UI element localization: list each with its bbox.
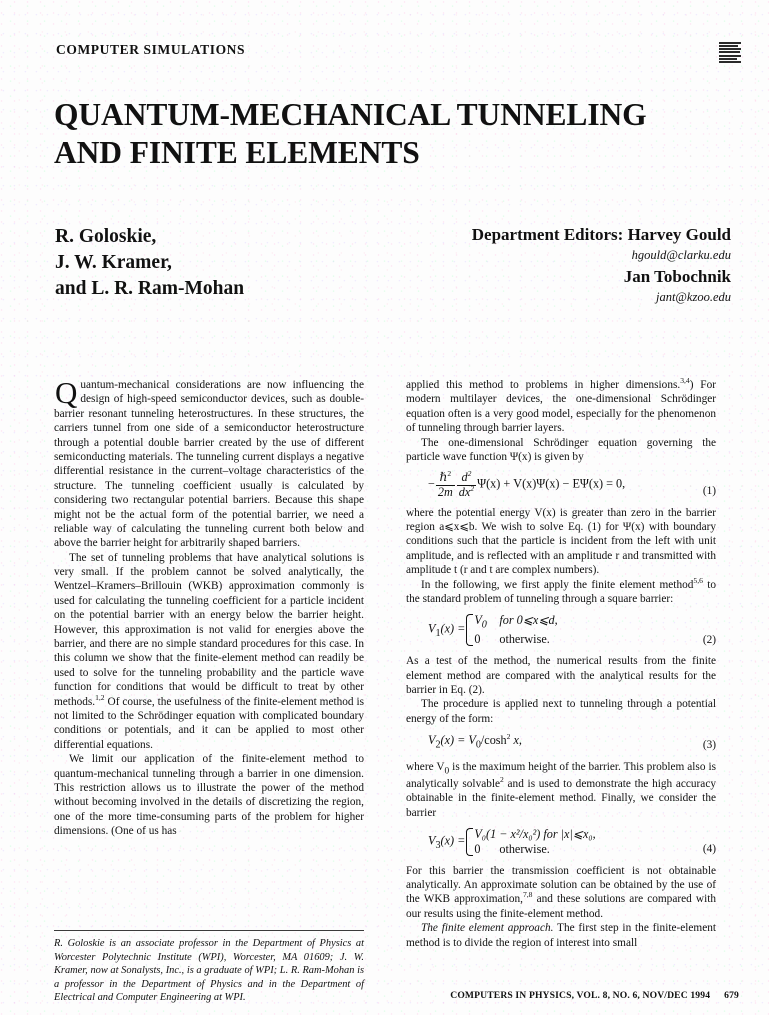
para-r7-part-a: where V [406,760,445,773]
journal-citation: COMPUTERS IN PHYSICS, VOL. 8, NO. 6, NOV/DEC 1994 [450,990,711,1001]
body-column-left [54,375,364,839]
eq3-lhs-subscript: 2 [435,739,441,751]
eq3-cosh: /cosh [480,733,507,748]
eq3-rhs-subscript: 0 [475,739,481,751]
eq1-remainder: Ψ(x) + V(x)Ψ(x) − EΨ(x) = 0, [477,476,626,491]
eq3-lhs-V: V [428,733,436,748]
eq4-lhs-V: V [428,833,436,848]
editor-name-2: Jan Tobochnik [623,267,731,287]
paragraph-finite-element-approach [406,921,716,950]
ref-sup-1-2[interactable]: 1,2 [95,692,105,702]
paragraph-wkb-comparison [406,864,716,922]
eq2-case2-condition: otherwise. [499,632,550,647]
para-r1-part-a: applied this method to problems in higher dimensions. [406,379,681,391]
body-column-right [406,378,716,950]
eq1-2m: 2m [437,484,453,499]
striped-logo-mark [719,42,741,63]
author-line-1: R. Goloskie, [55,226,157,247]
ref-sup-5-6[interactable]: 5,6 [693,575,703,585]
equation-1-number: (1) [702,485,716,498]
eq4-case2-value: 0 [474,841,481,856]
page-number: 679 [724,990,739,1001]
para-r1-part-b: ) For modern multilayer devices, the one-dimensional Schrödinger equation often is a very good model, especially for the phenomenon of tunneling through barrier layers. [406,379,716,435]
eq1-d: d [461,470,468,485]
eq1-dx: dx [458,484,471,499]
eq4-case-1: V₀(1 − x²/x₀²) for |x|⩽x₀, [474,826,596,841]
eq1-hbar-exponent: 2 [447,469,452,479]
para-r7-subscript: 0 [444,765,450,776]
paragraph-intro-text: uantum-mechanical considerations are now influencing the design of high-speed semiconductor devices, such as double-barrier resonant tunneling heterostructures. In these structures, the carriers tunnel from one side of a semiconductor heterostructure through a potential double barrier created by the use of different semiconducting materials. The tunneling current displays a negative differential resistance in the current–voltage characteristics of the structure. The tunneling coefficient usually is calculated by considering two rectangular potential barriers. Because this shape might not be the actual form of the potential barrier, we need a reliable way of calculating the tunneling current both below and above the barrier height for arbitrarily shaped barriers. [54,379,364,550]
paragraph-finite-element-apply [406,575,716,607]
equation-4-number: (4) [702,843,716,856]
para-r8-part-b: and these solutions are compared with our results using the finite-element method. [406,893,716,920]
eq3-rhs: (x) = V [440,733,476,748]
title-line-1: QUANTUM-MECHANICAL TUNNELING [54,97,647,132]
eq4-case-2 [474,842,595,857]
department-editors [472,224,731,306]
eq1-hbar: ℏ [439,470,448,485]
eq4-case2-condition: otherwise. [499,841,550,856]
para-r7-part-c: and is used to demonstrate the high accuracy obtainable in the finite-element method. Finally, we consider the barrier [406,777,716,819]
page-title [54,96,714,173]
eq1-derivative-fraction [457,471,476,498]
eq4-lhs-rest: (x) = [440,833,466,848]
equation-4 [406,827,716,857]
equation-2-body [406,613,716,647]
eq2-case2-value: 0 [474,632,481,647]
paragraph-procedure-next: The procedure is applied next to tunneling through a potential energy of the form: [406,698,716,725]
author-line-3: and L. R. Ram-Mohan [55,278,245,300]
equation-3 [406,733,716,752]
paragraph-schrodinger-intro: The one-dimensional Schrödinger equation governing the particle wave function Ψ(x) is given by [406,436,716,463]
eq1-minus: − [428,476,435,491]
paragraph-intro [54,375,364,551]
eq3-cosh-exponent: 2 [506,732,511,742]
equation-3-number: (3) [702,739,716,752]
paragraph-boundary-conditions: where the potential energy V(x) is greater than zero in the barrier region a⩽x⩽b. We wish to solve Eq. (1) for Ψ(x) with boundary conditions such that the particle is incident from the left with unit amplitude, and is reflected with an amplitude r and transmitted with amplitude t (r and t are complex numbers). [406,506,716,577]
footnote-divider [54,930,364,931]
drop-cap: Q [55,375,78,410]
eq1-d-exponent: 2 [467,469,472,479]
subsection-heading: The finite element approach. [421,922,554,935]
eq2-lhs-subscript: 1 [435,628,441,640]
eq2-case-1 [474,613,557,632]
ref-sup-3-4[interactable]: 3,4 [680,376,690,386]
editor-email-1[interactable]: hgould@clarku.edu [631,248,731,263]
equation-3-body [406,733,716,752]
ref-sup-7-8[interactable]: 7,8 [522,890,533,900]
para-r8-part-a: For this barrier the transmission coefficient is not obtainable analytically. An approximate solution can be obtained by the use of the WKB approximation, [406,864,716,906]
eq2-case-2 [474,632,557,647]
equation-2-number: (2) [702,633,716,646]
paragraph-max-height [406,760,716,820]
paragraph-scope: We limit our application of the finite-element method to quantum-mechanical tunneling through a barrier in one dimension. This restriction allows us to illustrate the power of the method without becoming involved in the details of discretizing the region, one of the more time-consuming parts of the problem for higher dimensions. (One of us has [54,753,364,838]
equation-4-body [406,827,716,857]
equation-2 [406,613,716,647]
eq2-cases [465,613,557,647]
paragraph-higher-dimensions [406,378,716,436]
author-list [55,224,244,302]
para-r4-part-b: to the standard problem of tunneling through a square barrier: [406,578,716,606]
title-line-2: AND FINITE ELEMENTS [54,135,420,171]
eq1-hbar-fraction [436,471,455,498]
para-r7-part-b: is the maximum height of the barrier. This problem also is analytically solvable [406,760,716,790]
eq2-lhs-V: V [428,622,436,637]
author-line-2: J. W. Kramer, [55,252,172,274]
equation-1 [406,471,716,498]
eq3-tail: x, [510,733,522,748]
section-kicker: COMPUTER SIMULATIONS [56,42,246,57]
editor-email-2[interactable]: jant@kzoo.edu [655,290,731,305]
page-footer [450,990,739,1001]
para-2-part-b: Of course, the usefulness of the finite-element method is not limited to the Schrödinger equation with complicated boundary conditions or potentials, and it can be applied to most other differential equations. [54,695,364,751]
ref-sup-2[interactable]: 2 [500,774,504,784]
para-r4-part-a: In the following, we first apply the finite element method [421,578,694,591]
eq2-case1-condition: for 0⩽x⩽d, [499,613,558,628]
eq2-case1-V: V [474,613,482,628]
author-bio-footnote [54,930,364,1005]
editor-title: Department Editors: Harvey Gould [471,225,731,244]
eq2-lhs-rest: (x) = [440,622,466,637]
eq4-lhs-subscript: 3 [435,840,441,852]
eq2-case1-sub: 0 [481,619,487,631]
footnote-text: R. Goloskie is an associate professor in the Department of Physics at Worcester Polytechnic Institute (WPI), Worcester, MA 01609; J. W. Kramer, now at Sonalysts, Inc., is a graduate of WPI; L. R. Ram-Mohan is a professor in the Department of Physics and in the Department of Electrical and Computer Engineering at WPI. [54,938,364,1004]
eq1-dx-exponent: 2 [470,483,475,493]
paragraph-analytical-solutions [54,551,364,752]
para-r9-text: The first step in the finite-element method is to divide the region of interest into small [406,922,716,949]
para-2-part-a: The set of tunneling problems that have analytical solutions is very small. If the problem cannot be solved analytically, the Wentzel–Kramers–Brillouin (WKB) approximation commonly is used for calculating the tunneling coefficient for a particle incident on the potential barrier with an energy below the barrier height. However, this approximation is not valid for energies above the barrier, and there are no simple standard procedures for this case. In this column we show that the finite-element method can readily be used to solve for the tunneling probability and the particle wave function for conditions that would be difficult to treat by other methods. [54,551,364,708]
eq4-cases [465,827,595,857]
paragraph-test-of-method: As a test of the method, the numerical results from the finite element method are compared with the analytical results for the barrier in Eq. (2). [406,655,716,696]
equation-1-body [406,471,716,498]
